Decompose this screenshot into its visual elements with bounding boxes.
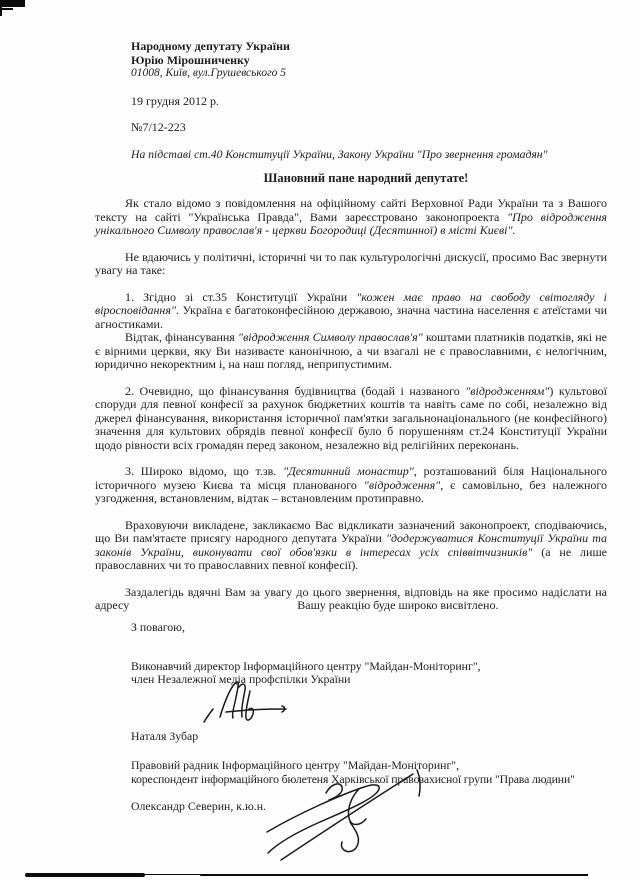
recipient-line-2: Юрію Мірошниченку [131, 52, 250, 67]
paragraph-point-1: 1. Згідно зі ст.35 Конституції України "кожен має право на свободу світогляду і віросповідання". Україна є багатоконфесійною державою, значна частина населення є атеїстами чи агностиками. [95, 289, 607, 331]
signer2-name: Олександр Северин, к.ю.н. [131, 799, 266, 813]
signer1-title-line-1: Виконавчий директор Інформаційного центру "Майдан-Моніторинг", [131, 658, 481, 673]
reference-number: №7/12-223 [131, 120, 186, 134]
legal-basis-line: На підставі ст.40 Конституції України, Закону України "Про звернення громадян" [131, 147, 548, 161]
letter-header [131, 40, 548, 161]
paragraph-point-1-continued: Відтак, фінансування "відродження Символу православ'я" коштами платників податків, які не є вірними церкви, яку Ви називаєте канонічною, а чи взагалі не є православними, є нелогічним, юридично некоректним і, на наш погляд, неприпустимим. [95, 330, 607, 371]
scan-artifact-bottom-line-left [25, 873, 145, 877]
signature2-handwritten-icon [263, 760, 433, 872]
paragraph-preamble: Не вдаючись у політичні, історичні чи то пак культурологічні дискусії, просимо Вас звернути увагу на таке: [95, 249, 607, 277]
signature1-handwritten-icon [198, 676, 293, 730]
signer2-title-line-1: Правовий радник Інформаційного центру "Майдан-Моніторинг", [131, 758, 460, 772]
scan-artifact-bottom-line-mid2 [200, 874, 450, 877]
recipient-line-1: Народному депутату України [131, 39, 290, 53]
valediction: З повагою, [131, 620, 185, 634]
signer2-title-line-2: кореспондент інформаційного бюлетеня Харківської правозахисної групи "Права людини" [131, 771, 575, 786]
letter-date: 19 грудня 2012 р. [131, 93, 220, 108]
signer1-title-line-2: член Незалежної медіа профспілки України [131, 672, 351, 686]
scan-artifact-top-left-line [0, 8, 13, 10]
salutation: Шановний пане народний депутате! [263, 171, 469, 185]
request-line-1: Заздалегідь вдячні Вам за увагу до цього звернення, відповідь на яке просимо надіслати на [125, 584, 607, 599]
paragraph-point-3: 3. Широко відомо, що т.зв. "Десятинний монастир", розташований біля Національного історичного музею Києва та місця планованого "відродження", є самовільно, без належного узгодження, встановленим, відтак – встановленим протиправно. [95, 464, 608, 505]
signer1-name: Наталя Зубар [131, 728, 199, 743]
request-address-word: адресу [95, 598, 130, 612]
scan-artifact-top-left [0, 0, 25, 7]
paragraph-appeal: Враховуючи викладене, закликаємо Вас відкликати зазначений законопроект, сподіваючись, що Ви пам'ятаєте присягу народного депутата України "додержуватися Конституції України та законів України, виконувати свої обов'язки в інтересах усіх співвітчизників" (а не лише православних чи то православних певної конфесії). [95, 517, 608, 572]
scan-artifact-bottom-line-mid1 [143, 874, 203, 875]
paragraph-intro: Як стало відомо з повідомлення на офіційному сайті Верховної Ради України та з Вашого тексту на сайті "Українська Правда", Вами зареєстровано законопроекта "Про відродження унікального Символу православ'я - церкви Богородиці (Десятинної) в місті Києві". [95, 196, 607, 237]
scan-artifact-bottom-line-right [448, 874, 588, 876]
request-publicity-note: Вашу реакцію буде широко висвітлено. [297, 598, 499, 612]
request-line-2 [95, 599, 607, 613]
recipient-address: 01008, Київ, вул.Грушевського 5 [131, 67, 286, 79]
letter-body [95, 197, 607, 613]
paragraph-point-2: 2. Очевидно, що фінансування будівництва (бодай і названого "відродженням") культової споруди для певної конфесії за рахунок бюджетних коштів та навіть саме по собі, незалежно від джерел фінансування, використання історичної пам'ятки загальнонаціонального (не конфесійного) значення для культових обрядів певної конфесії було б порушенням ст.24 Конституції України щодо рівности всіх громадян перед законом, незалежно від релігійних переконань. [95, 383, 607, 452]
